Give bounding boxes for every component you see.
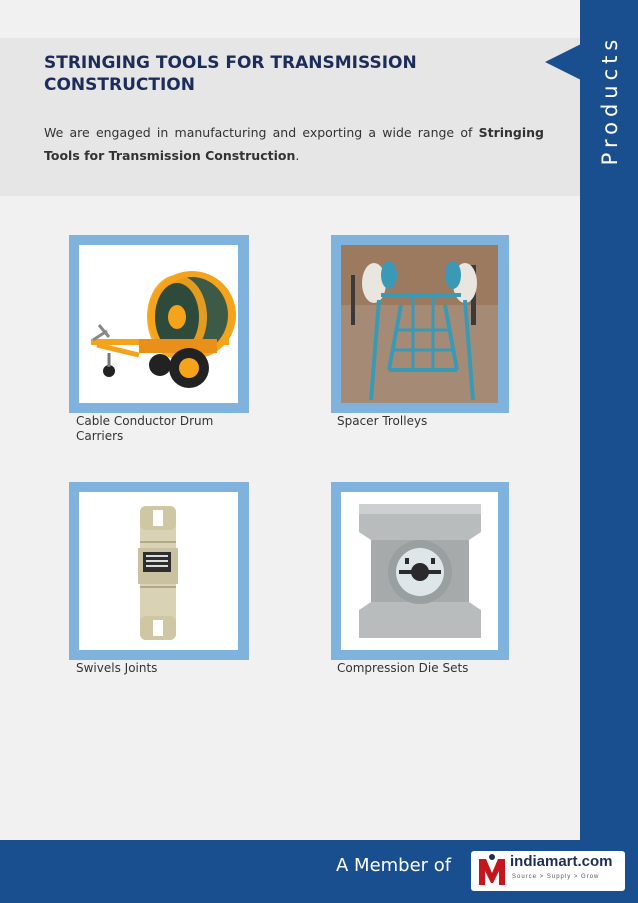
intro-paragraph <box>44 121 544 167</box>
drum-carrier-image <box>79 245 238 403</box>
product-card-drum-carrier[interactable] <box>69 235 249 413</box>
product-card-spacer-trolleys[interactable] <box>331 235 509 413</box>
intro-bold-text: Stringing Tools for Transmission Construction <box>44 125 544 163</box>
indiamart-tagline: Source > Supply > Grow <box>512 874 600 880</box>
spacer-trolley-image <box>341 245 498 403</box>
header-arrow-marker <box>545 44 581 80</box>
indiamart-wordmark: indiamart.com <box>510 853 613 870</box>
indiamart-mark-icon <box>477 853 507 887</box>
product-caption: Cable Conductor Drum Carriers <box>76 414 214 443</box>
product-caption: Compression Die Sets <box>337 661 469 675</box>
intro-text: We are engaged in manufacturing and exporting a wide range of <box>44 125 479 140</box>
product-card-compression-die-sets[interactable] <box>331 482 509 660</box>
compression-die-image <box>341 492 498 650</box>
intro-suffix: . <box>295 148 300 163</box>
sidebar-label-box <box>590 10 630 190</box>
page-title: STRINGING TOOLS FOR TRANSMISSION CONSTRUCTION <box>44 53 417 95</box>
product-card-swivel-joints[interactable] <box>69 482 249 660</box>
swivel-joint-image <box>79 492 238 650</box>
product-caption: Spacer Trolleys <box>337 414 428 428</box>
product-caption: Swivels Joints <box>76 661 158 675</box>
sidebar-label: Products <box>598 34 622 166</box>
member-of-text: A Member of <box>336 855 452 876</box>
